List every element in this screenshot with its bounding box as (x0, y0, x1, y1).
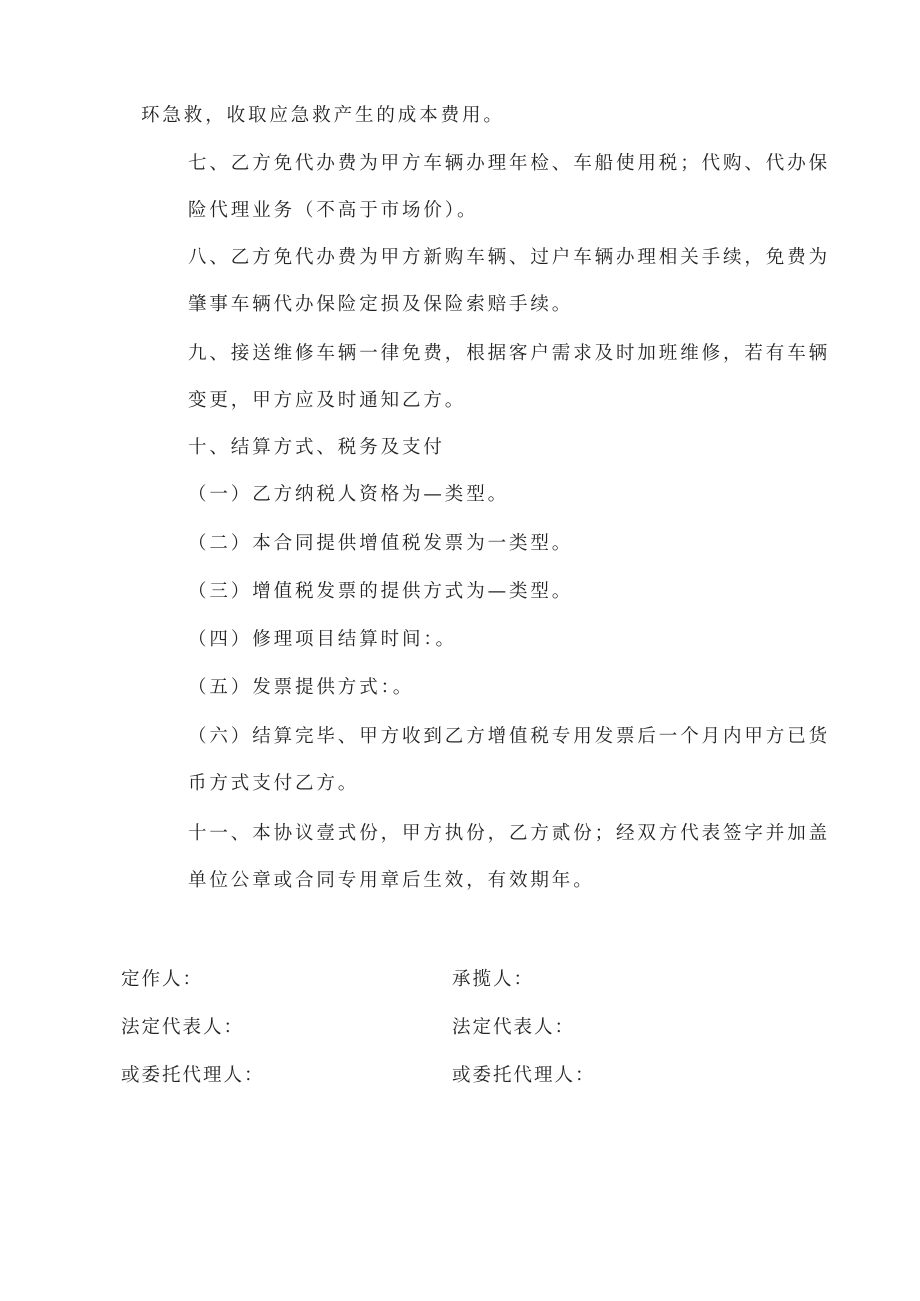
signature-client-legal-rep-label: 法定代表人： (121, 1017, 245, 1038)
signature-client-agent-label: 或委托代理人： (121, 1065, 265, 1086)
clause-8: 八、乙方免代办费为甲方新购车辆、过户车辆办理相关手续，免费为肇事车辆代办保险定损及保险索赔手续。 (188, 247, 831, 315)
clause-10-item-5: （五）发票提供方式：。 (188, 677, 415, 698)
clause-10-heading: 十、结算方式、税务及支付 (188, 437, 445, 458)
clause-11: 十一、本协议壹式份，甲方执份，乙方贰份；经双方代表签字并加盖单位公章或合同专用章后生效，有效期年。 (188, 823, 831, 891)
clause-10-item-6: （六）结算完毕、甲方收到乙方增值税专用发票后一个月内甲方已货币方式支付乙方。 (188, 726, 831, 794)
clause-10-item-4: （四）修理项目结算时间：。 (188, 629, 457, 650)
clause-9: 九、接送维修车辆一律免费，根据客户需求及时加班维修，若有车辆变更，甲方应及时通知乙方。 (188, 343, 831, 411)
clause-10-item-1: （一）乙方纳税人资格为—类型。 (188, 484, 510, 505)
signature-client-label: 定作人： (121, 969, 204, 990)
signature-contractor-label: 承揽人： (452, 969, 535, 990)
paragraph-continuation: 环急救，收取应急救产生的成本费用。 (141, 105, 505, 126)
clause-10-item-2: （二）本合同提供增值税发票为一类型。 (188, 533, 574, 554)
clause-7: 七、乙方免代办费为甲方车辆办理年检、车船使用税；代购、代办保险代理业务（不高于市场价）。 (188, 153, 831, 221)
signature-contractor-agent-label: 或委托代理人： (452, 1065, 596, 1086)
signature-contractor-legal-rep-label: 法定代表人： (452, 1017, 576, 1038)
clause-10-item-3: （三）增值税发票的提供方式为—类型。 (188, 581, 574, 602)
